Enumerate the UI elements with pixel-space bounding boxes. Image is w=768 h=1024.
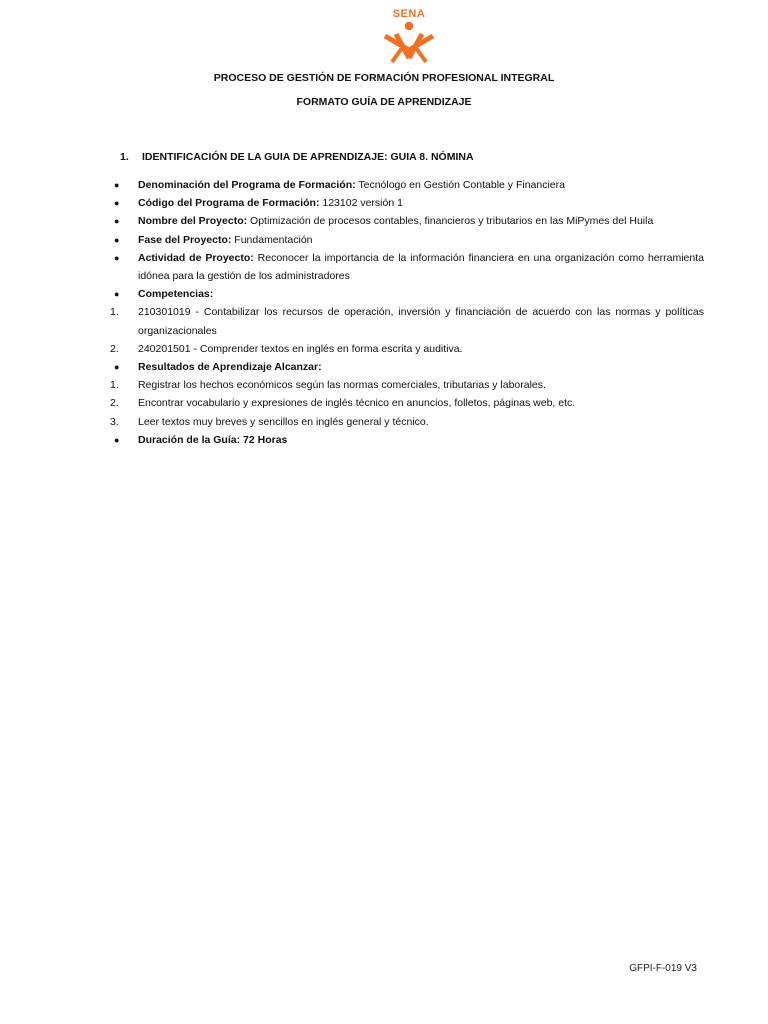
list-item <box>110 394 704 412</box>
bullet-marker: ● <box>114 216 120 227</box>
item-value: Fundamentación <box>231 233 313 246</box>
number-marker: 1. <box>110 379 119 392</box>
bullet-marker: ● <box>114 198 120 209</box>
list-item <box>110 249 704 285</box>
guide-details-list <box>110 176 704 449</box>
number-marker: 3. <box>110 415 119 428</box>
item-value: Reconocer la importancia de la información financiera en una organización como herramienta idónea para la gestión de los administradores <box>138 251 704 283</box>
sena-logo <box>380 8 438 64</box>
process-title: PROCESO DE GESTIÓN DE FORMACIÓN PROFESIONAL INTEGRAL <box>213 72 555 84</box>
bullet-marker: ● <box>114 252 120 263</box>
list-item <box>110 231 704 249</box>
item-label: Duración de la Guía: 72 Horas <box>138 433 288 446</box>
item-value: Registrar los hechos económicos según las normas comerciales, tributarias y laborales. <box>138 379 546 392</box>
format-title: FORMATO GUÍA DE APRENDIZAJE <box>296 96 472 108</box>
list-item <box>110 376 704 394</box>
section-heading <box>120 150 474 164</box>
item-value: 210301019 - Contabilizar los recursos de operación, inversión y financiación de acuerdo con las normas y políticas organizacionales <box>138 306 704 337</box>
number-marker: 1. <box>110 306 119 319</box>
item-label: Actividad de Proyecto: <box>138 251 254 264</box>
list-item <box>110 358 704 376</box>
item-label: Resultados de Aprendizaje Alcanzar: <box>138 361 322 374</box>
section-number: 1. <box>120 151 129 163</box>
bullet-marker: ● <box>114 234 120 245</box>
item-label: Código del Programa de Formación: <box>138 197 320 210</box>
bullet-marker: ● <box>114 180 120 190</box>
list-item <box>110 413 704 431</box>
item-value: Optimización de procesos contables, financieros y tributarios en las MiPymes del Huila <box>247 215 654 228</box>
bullet-marker: ● <box>114 434 120 445</box>
sena-logo-text: SENA <box>392 8 426 20</box>
item-label: Denominación del Programa de Formación: <box>138 179 356 191</box>
item-label: Fase del Proyecto: <box>138 233 232 246</box>
number-marker: 2. <box>110 397 119 410</box>
list-item <box>110 431 704 449</box>
list-item <box>110 176 704 194</box>
list-item <box>110 303 704 339</box>
list-item <box>110 212 704 230</box>
number-marker: 2. <box>110 342 119 355</box>
bullet-marker: ● <box>114 289 120 300</box>
item-value: 240201501 - Comprender textos en inglés en forma escrita y auditiva. <box>138 342 463 355</box>
item-value: Leer textos muy breves y sencillos en inglés general y técnico. <box>138 415 429 428</box>
item-value: Tecnólogo en Gestión Contable y Financiera <box>355 179 565 191</box>
item-label: Competencias: <box>138 288 214 301</box>
list-item <box>110 285 704 303</box>
item-label: Nombre del Proyecto: <box>138 215 248 228</box>
list-item <box>110 340 704 358</box>
document-code: GFPI-F-019 V3 <box>629 963 697 974</box>
section-heading-text: IDENTIFICACIÓN DE LA GUIA DE APRENDIZAJE: GUIA 8. NÓMINA <box>142 151 474 163</box>
bullet-marker: ● <box>114 362 120 373</box>
item-value: 123102 versión 1 <box>319 197 403 210</box>
list-item <box>110 194 704 212</box>
item-value: Encontrar vocabulario y expresiones de inglés técnico en anuncios, folletos, páginas web, etc. <box>138 397 576 410</box>
